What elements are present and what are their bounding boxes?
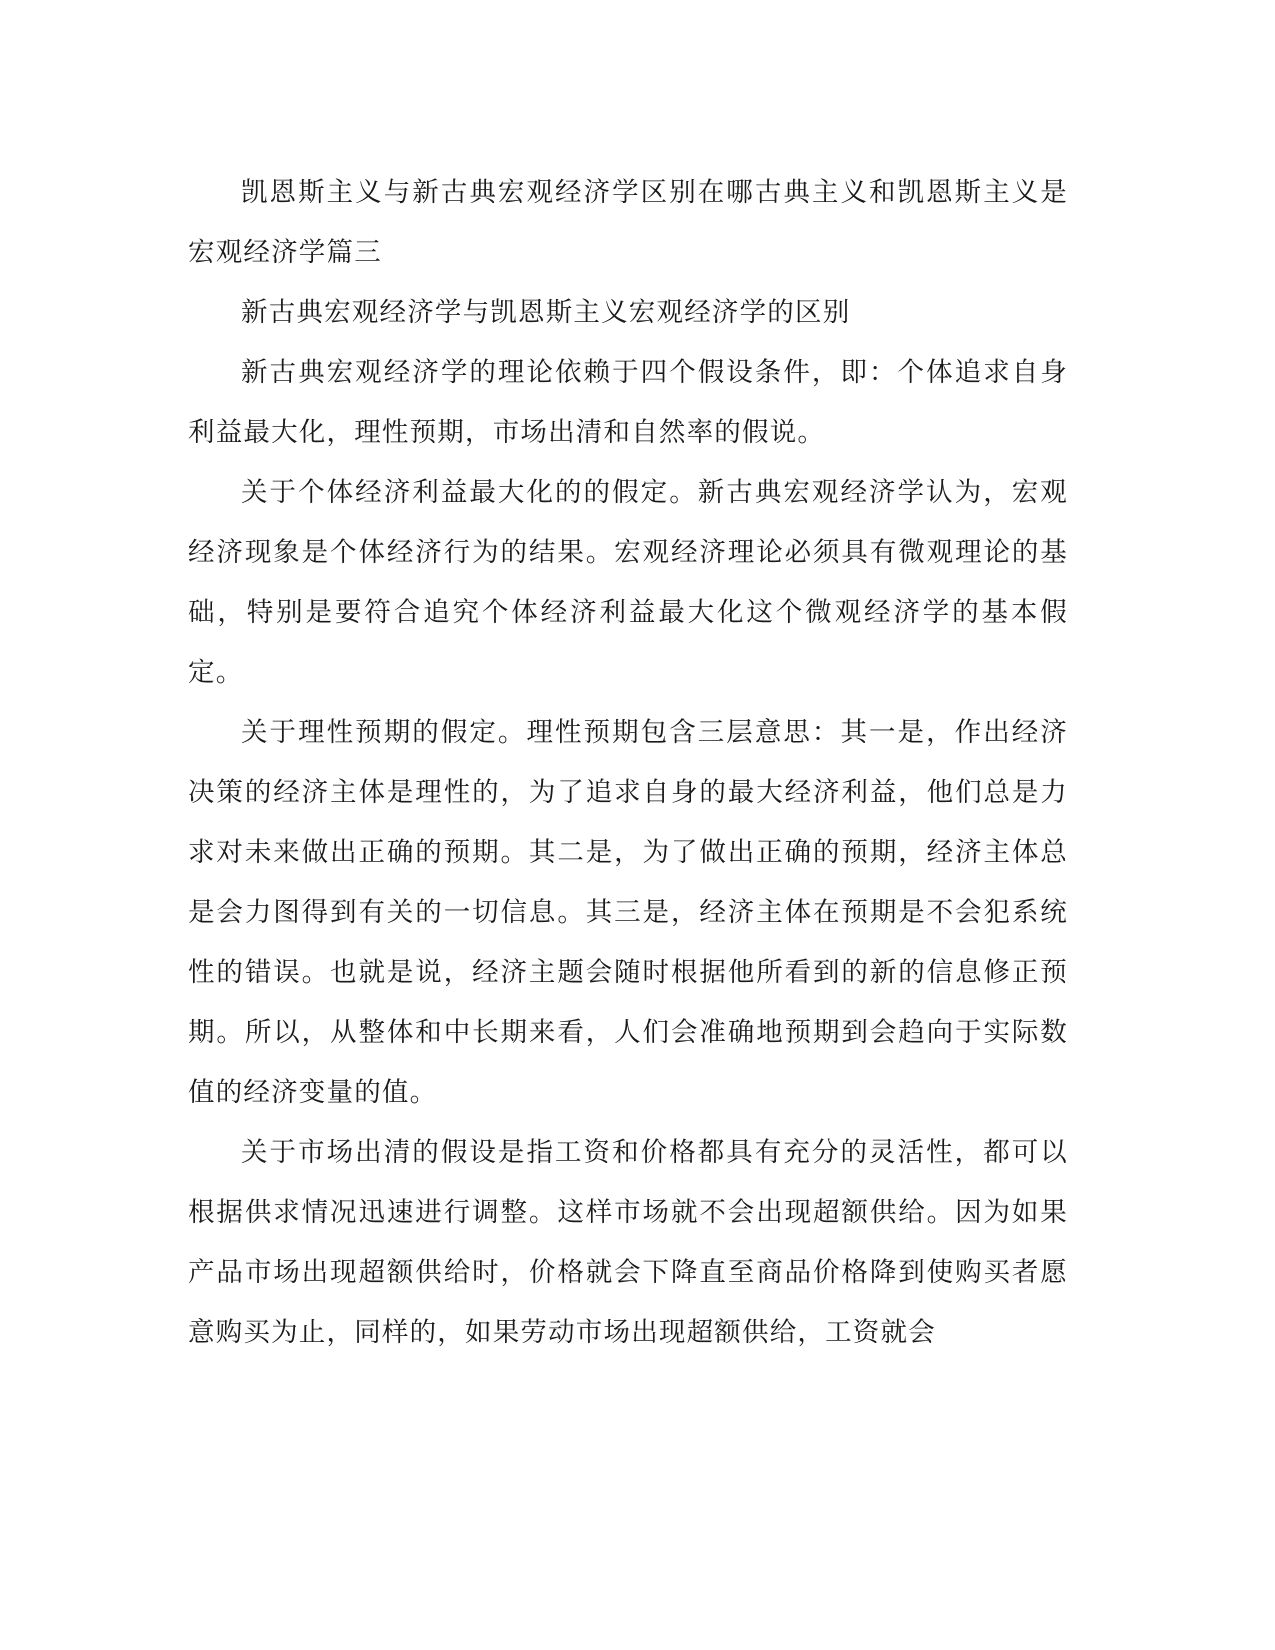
document-body xyxy=(188,163,1068,1363)
paragraph: 新古典宏观经济学的理论依赖于四个假设条件，即：个体追求自身利益最大化，理性预期，市场出清和自然率的假说。 xyxy=(188,357,1068,448)
paragraph: 关于个体经济利益最大化的的假定。新古典宏观经济学认为，宏观经济现象是个体经济行为的结果。宏观经济理论必须具有微观理论的基础，特别是要符合追究个体经济利益最大化这个微观经济学的基本假定。 xyxy=(188,477,1068,688)
document-title: 凯恩斯主义与新古典宏观经济学区别在哪古典主义和凯恩斯主义是宏观经济学篇三 xyxy=(188,177,1068,268)
paragraph: 关于市场出清的假设是指工资和价格都具有充分的灵活性，都可以根据供求情况迅速进行调整。这样市场就不会出现超额供给。因为如果产品市场出现超额供给时，价格就会下降直至商品价格降到使购买者愿意购买为止，同样的，如果劳动市场出现超额供给，工资就会 xyxy=(188,1137,1068,1348)
document-subtitle: 新古典宏观经济学与凯恩斯主义宏观经济学的区别 xyxy=(241,297,851,328)
paragraph: 关于理性预期的假定。理性预期包含三层意思：其一是，作出经济决策的经济主体是理性的，为了追求自身的最大经济利益，他们总是力求对未来做出正确的预期。其二是，为了做出正确的预期，经济主体总是会力图得到有关的一切信息。其三是，经济主体在预期是不会犯系统性的错误。也就是说，经济主题会随时根据他所看到的新的信息修正预期。所以，从整体和中长期来看，人们会准确地预期到会趋向于实际数值的经济变量的值。 xyxy=(188,717,1068,1108)
